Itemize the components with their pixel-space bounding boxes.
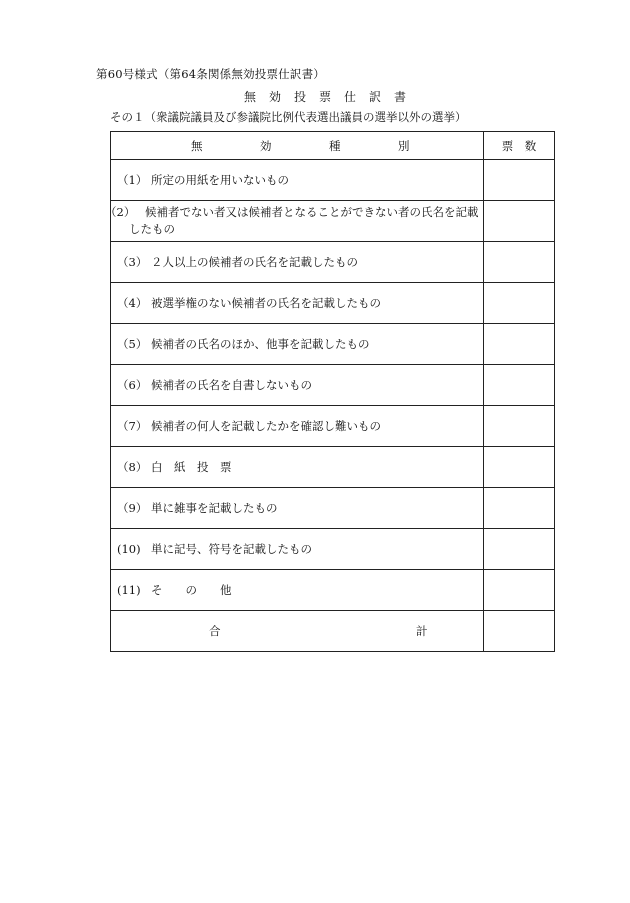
category-cell	[111, 242, 484, 283]
item-number: （7）	[117, 418, 148, 433]
item-number: （4）	[117, 295, 148, 310]
table-row	[111, 570, 555, 611]
item-number: （5）	[117, 336, 148, 351]
table-row	[111, 201, 555, 242]
item-number: (11)	[117, 582, 141, 597]
category-cell	[111, 160, 484, 201]
table-row	[111, 283, 555, 324]
item-number: （9）	[117, 500, 148, 515]
category-cell	[111, 324, 484, 365]
votes-cell[interactable]	[484, 488, 555, 529]
item-number: (10)	[117, 541, 141, 556]
total-label: 合 計	[111, 611, 484, 652]
document-title: 無 効 投 票 仕 訳 書	[244, 90, 407, 104]
item-text: 単に雑事を記載したもの	[151, 500, 278, 515]
item-number: （8）	[117, 459, 148, 474]
item-text: 候補者でない者又は候補者となることができない者の氏名を記載したもの	[129, 205, 479, 236]
item-text: 候補者の氏名のほか、他事を記載したもの	[151, 336, 370, 351]
table-row	[111, 365, 555, 406]
category-cell	[111, 447, 484, 488]
item-text: 候補者の氏名を自書しないもの	[151, 377, 312, 392]
votes-column-header: 票 数	[484, 132, 555, 160]
item-text: 白 紙 投 票	[151, 459, 232, 474]
category-cell	[111, 283, 484, 324]
votes-cell[interactable]	[484, 447, 555, 488]
table-row	[111, 242, 555, 283]
votes-cell[interactable]	[484, 324, 555, 365]
invalid-votes-table	[105, 131, 555, 652]
item-number: （2）	[105, 205, 136, 219]
votes-cell[interactable]	[484, 529, 555, 570]
table-header-row	[111, 132, 555, 160]
table-row	[111, 324, 555, 365]
category-column-header: 無 効 種 別	[111, 132, 484, 160]
votes-cell[interactable]	[484, 570, 555, 611]
item-number: （3）	[117, 254, 148, 269]
votes-cell[interactable]	[484, 201, 555, 242]
item-number: （1）	[117, 172, 148, 187]
table-row	[111, 406, 555, 447]
category-cell	[111, 406, 484, 447]
item-text: 所定の用紙を用いないもの	[151, 172, 289, 187]
item-number: （6）	[117, 377, 148, 392]
votes-cell[interactable]	[484, 365, 555, 406]
category-cell	[111, 488, 484, 529]
table-row	[111, 160, 555, 201]
form-number: 第60号様式（第64条関係無効投票仕訳書）	[96, 67, 325, 81]
votes-cell[interactable]	[484, 406, 555, 447]
category-cell	[105, 201, 484, 242]
category-cell	[111, 570, 484, 611]
total-votes-cell[interactable]	[484, 611, 555, 652]
total-row	[111, 611, 555, 652]
category-cell	[111, 529, 484, 570]
item-text: 候補者の何人を記載したかを確認し難いもの	[151, 418, 381, 433]
item-text: 単に記号、符号を記載したもの	[151, 541, 312, 556]
document-subtitle: その１（衆議院議員及び参議院比例代表選出議員の選挙以外の選挙）	[110, 110, 467, 124]
votes-cell[interactable]	[484, 242, 555, 283]
item-text: ２人以上の候補者の氏名を記載したもの	[151, 254, 358, 269]
item-text: 被選挙権のない候補者の氏名を記載したもの	[151, 295, 381, 310]
table-row	[111, 488, 555, 529]
votes-cell[interactable]	[484, 160, 555, 201]
category-cell	[111, 365, 484, 406]
table-row	[111, 529, 555, 570]
item-text: そ の 他	[151, 582, 232, 597]
votes-cell[interactable]	[484, 283, 555, 324]
table-row	[111, 447, 555, 488]
